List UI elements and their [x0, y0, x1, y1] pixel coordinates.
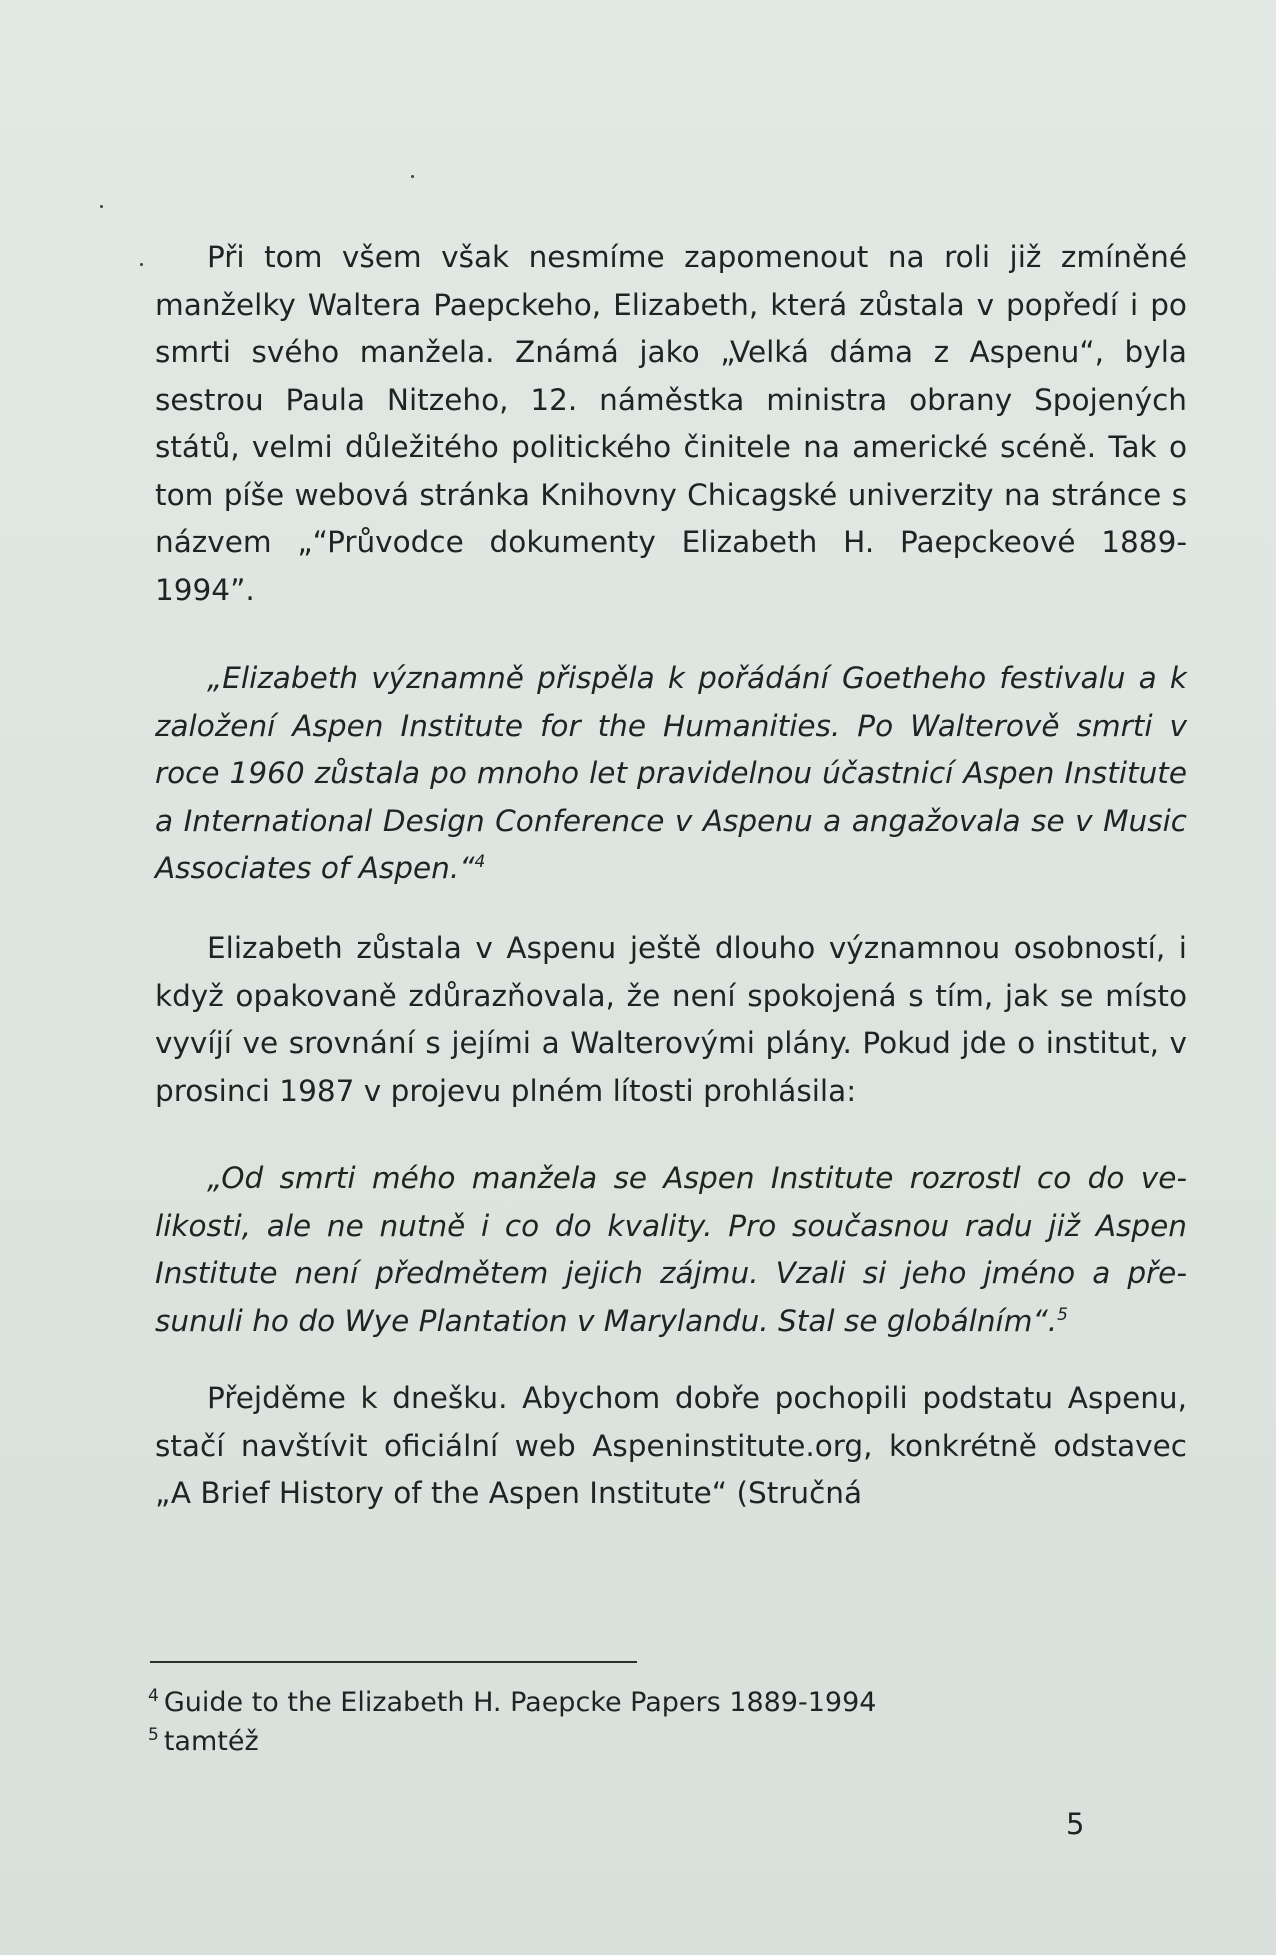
body-paragraph-1: Při tom všem však nesmíme zapomenout na roli již zmíněné manželky Waltera Paepckeho, Elizabeth, která zůstala v popředí i po smrti svého manžela. Známá jako „Velká dáma z Aspenu“, byla sestrou Paula Nitzeho, 12. náměstka ministra obrany Spojených států, velmi důležitého politického činitele na americké scéně. Tak o tom píše webová stránka Knihovny Chicagské univerzity na stránce s názvem „“Průvodce dokumenty Elizabeth H. Paepckeové 1889-1994”. — [155, 240, 1187, 607]
footnote-reference: 4 — [474, 852, 486, 873]
body-paragraph-3: Přejděme k dnešku. Abychom dobře pochopili podstatu Aspenu, stačí navštívit oficiální web Aspeninstitute.org, konkrétně odstavec „A Brief History of the Aspen Institute“ (Stručná — [155, 1381, 1187, 1510]
paper-speck — [140, 263, 143, 266]
footnote-divider — [150, 1661, 637, 1663]
quote-text: „Od smrti mého manžela se Aspen Institute rozrostl co do velikosti, ale ne nutně i co do kvality. Pro současnou radu již Aspen Institute není předmětem jejich zájmu. Vzali si jeho jméno a přesunuli ho do Wye Plantation v Marylandu. Stal se globálním“. — [155, 1161, 1187, 1338]
quote-paragraph-1 — [155, 655, 1187, 893]
footnote-text: tamtéž — [163, 1726, 259, 1757]
quote-text: „Elizabeth významně přispěla k pořádání Goetheho festivalu a k založení Aspen Institute for the Humanities. Po Walterově smrti v roce 1960 zůstala po mnoho let pravidelnou účastnicí Aspen Institute a International Design Conference v Aspenu a angažovala se v Music Associates of Aspen.“ — [155, 661, 1187, 885]
body-paragraph-2: Elizabeth zůstala v Aspenu ještě dlouho významnou osobností, i když opakovaně zdůrazňovala, že není spokojená s tím, jak se místo vyvíjí ve srovnání s jejími a Walterovými plány. Pokud jde o institut, v prosinci 1987 v projevu plném lítosti prohlásila: — [155, 931, 1187, 1108]
footnote-text: Guide to the Elizabeth H. Paepcke Papers 1889-1994 — [163, 1687, 877, 1718]
footnote-4 — [148, 1683, 1048, 1722]
footnotes — [148, 1683, 1048, 1761]
page-number: 5 — [1066, 1807, 1085, 1841]
footnote-reference: 5 — [1057, 1304, 1068, 1325]
quote-paragraph-2 — [155, 1155, 1187, 1345]
footnote-5 — [148, 1722, 1048, 1761]
footnote-mark: 5 — [148, 1725, 159, 1745]
paper-speck — [100, 205, 103, 208]
paper-speck — [411, 175, 414, 178]
footnote-mark: 4 — [148, 1686, 159, 1706]
